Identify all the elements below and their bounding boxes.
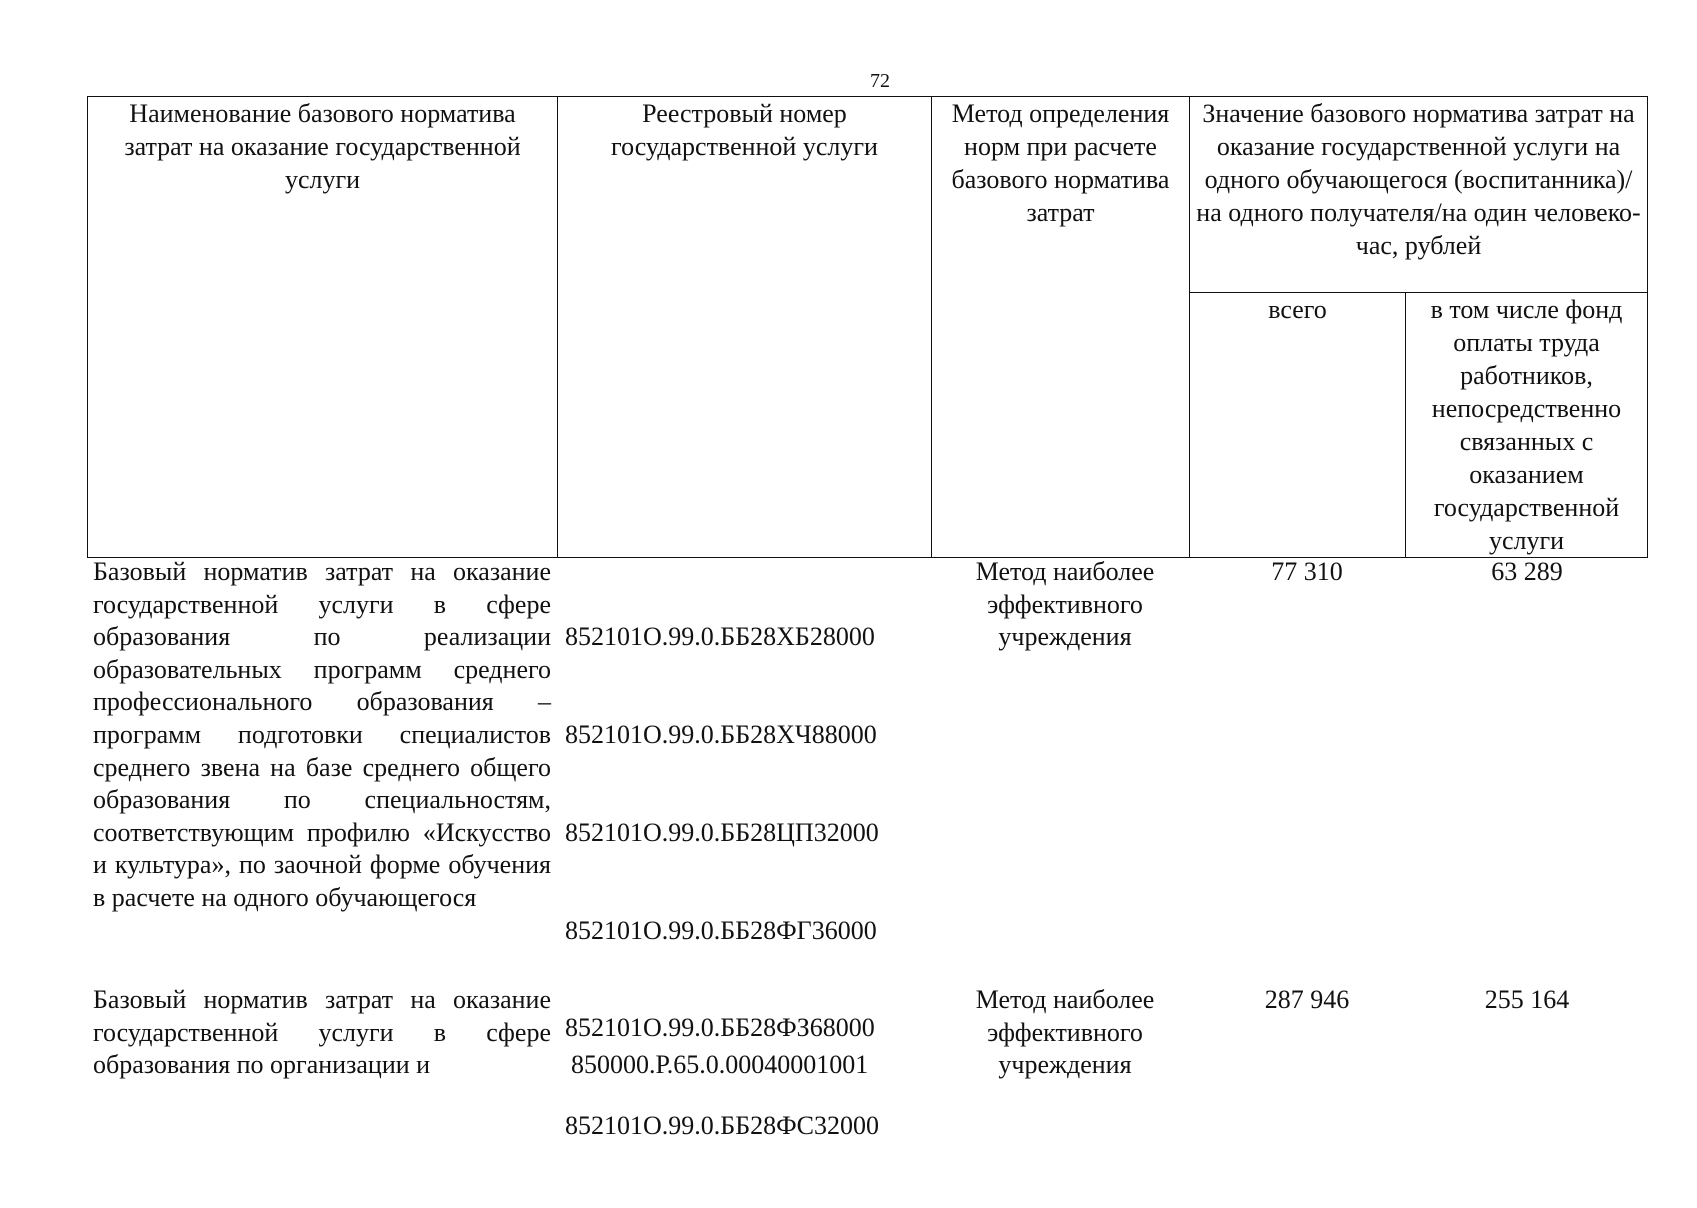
registry-number: 852101О.99.0.ББ28ХЧ88000 [565,719,877,749]
registry-number: 850000.Р.65.0.00040001001 [571,1050,869,1080]
registry-number: 852101О.99.0.ББ28ЦП32000 [565,817,879,847]
row-method: Метод наиболее эффективного учреждения [975,985,1155,1080]
registry-number: 852101О.99.0.ББ28ХБ28000 [565,622,875,652]
row-total: 287 946 [1264,985,1350,1014]
page-number: 72 [870,70,890,92]
row-total: 77 310 [1271,557,1343,586]
header-value-group: Значение базового норматива затрат на оказание государственной услуги на одного обучающегося (воспитанника)/на одного получателя/на один человеко-час, рублей [1190,97,1648,293]
header-name: Наименование базового норматива затрат на оказание государственной услуги [88,97,558,558]
row-name: Базовый норматив затрат на оказание государственной услуги в сфере образования по реализации образовательных программ среднего профессионального образования – программ подготовки специалистов среднего звена на базе среднего общего образования по специальностям, соответствующим профилю «Искусство и культура», по заочной форме обучения в расчете на одного обучающегося [93,557,551,912]
row-fund: 255 164 [1484,985,1570,1014]
registry-number: 852101О.99.0.ББ28ФС32000 [565,1111,880,1141]
row-name: Базовый норматив затрат на оказание государственной услуги в сфере образования по организации и [93,985,551,1080]
header-fund: в том числе фонд оплаты труда работников, непосредственно связанных с оказанием государственной услуги [1406,293,1648,558]
registry-number: 852101О.99.0.ББ28ФГ36000 [565,915,877,945]
row-registry-list [571,984,931,1147]
registry-number: 852101О.99.0.ББ28ФЗ68000 [565,1013,875,1043]
header-total: всего [1190,293,1406,558]
row-method: Метод наиболее эффективного учреждения [975,557,1155,652]
header-method: Метод определения норм при расчете базового норматива затрат [932,97,1190,558]
row-fund: 63 289 [1491,557,1563,586]
table-header [87,96,1648,558]
header-registry: Реестровый номер государственной услуги [558,97,932,558]
